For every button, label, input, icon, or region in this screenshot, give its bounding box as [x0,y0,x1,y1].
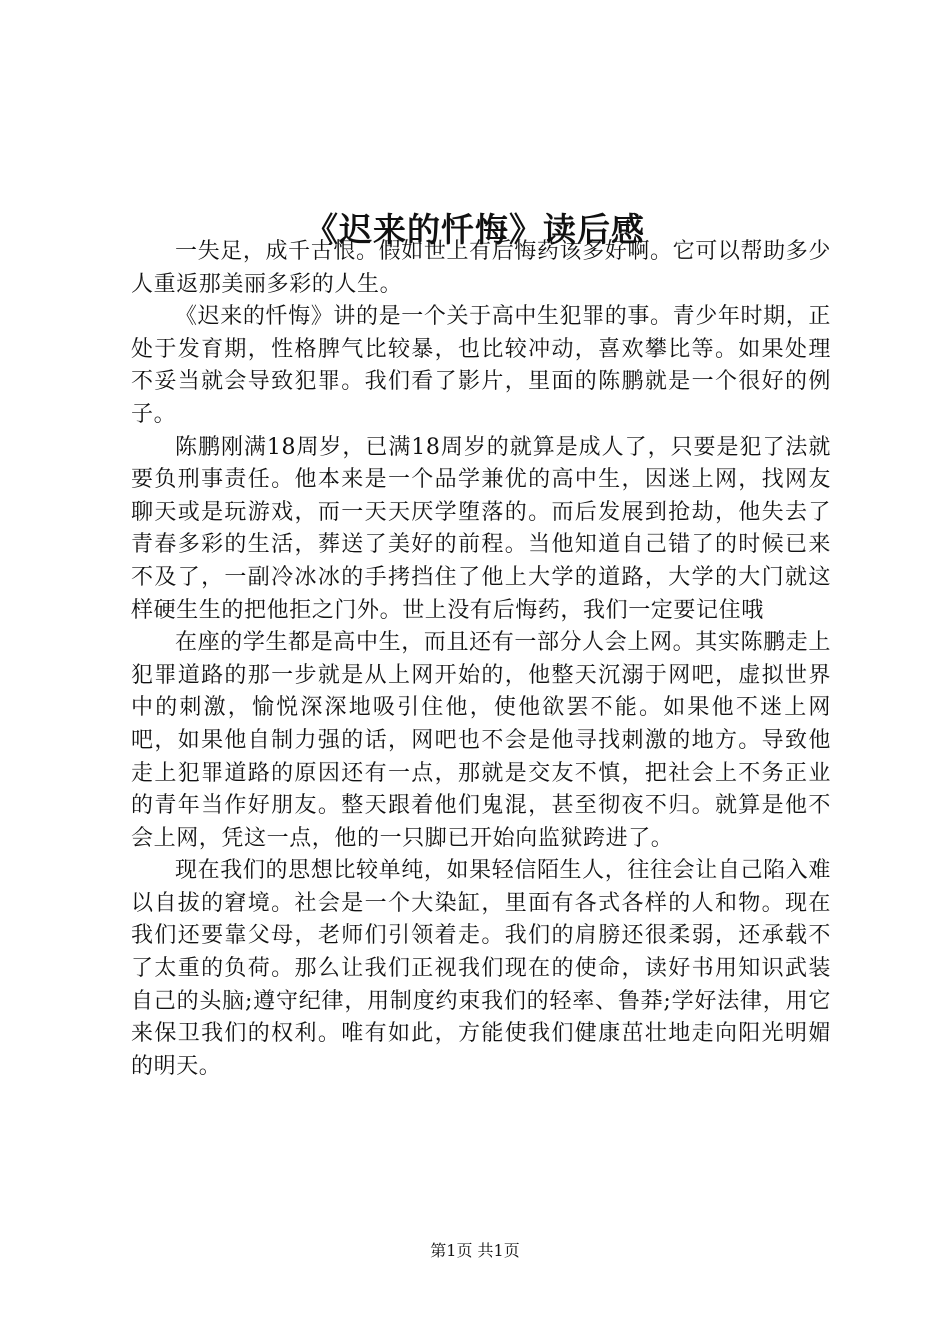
paragraph-1: 一失足，成千古恨。假如世上有后悔药该多好啊。它可以帮助多少人重返那美丽多彩的人生。 [131,239,831,297]
paragraph-2: 《迟来的忏悔》讲的是一个关于高中生犯罪的事。青少年时期，正处于发育期，性格脾气比较暴，也比较冲动，喜欢攀比等。如果处理不妥当就会导致犯罪。我们看了影片，里面的陈鹏就是一个很好的例子。 [131,304,831,427]
page-footer: 第1页 共1页 [430,1241,520,1260]
document-body [131,236,831,1083]
paragraph-4: 在座的学生都是高中生，而且还有一部分人会上网。其实陈鹏走上犯罪道路的那一步就是从上网开始的，他整天沉溺于网吧，虚拟世界中的刺激，愉悦深深地吸引住他，使他欲罢不能。如果他不迷上网吧，如果他自制力强的话，网吧也不会是他寻找刺激的地方。导致他走上犯罪道路的原因还有一点，那就是交友不慎，把社会上不务正业的青年当作好朋友。整天跟着他们鬼混，甚至彻夜不归。就算是他不会上网，凭这一点，他的一只脚已开始向监狱跨进了。 [131,630,831,851]
paragraph-3: 陈鹏刚满18周岁，已满18周岁的就算是成人了，只要是犯了法就要负刑事责任。他本来是一个品学兼优的高中生，因迷上网，找网友聊天或是玩游戏，而一天天厌学堕落的。而后发展到抢劫，他失去了青春多彩的生活，葬送了美好的前程。当他知道自己错了的时候已来不及了，一副冷冰冰的手拷挡住了他上大学的道路，大学的大门就这样硬生生的把他拒之门外。世上没有后悔药，我们一定要记住哦 [131,434,831,623]
document-title: 《迟来的忏悔》读后感 [305,210,645,250]
paragraph-5: 现在我们的思想比较单纯，如果轻信陌生人，往往会让自己陷入难以自拔的窘境。社会是一个大染缸，里面有各式各样的人和物。现在我们还要靠父母，老师们引领着走。我们的肩膀还很柔弱，还承载不了太重的负荷。那么让我们正视我们现在的使命，读好书用知识武装自己的头脑;遵守纪律，用制度约束我们的轻率、鲁莽;学好法律，用它来保卫我们的权利。唯有如此，方能使我们健康茁壮地走向阳光明媚的明天。 [131,858,831,1079]
